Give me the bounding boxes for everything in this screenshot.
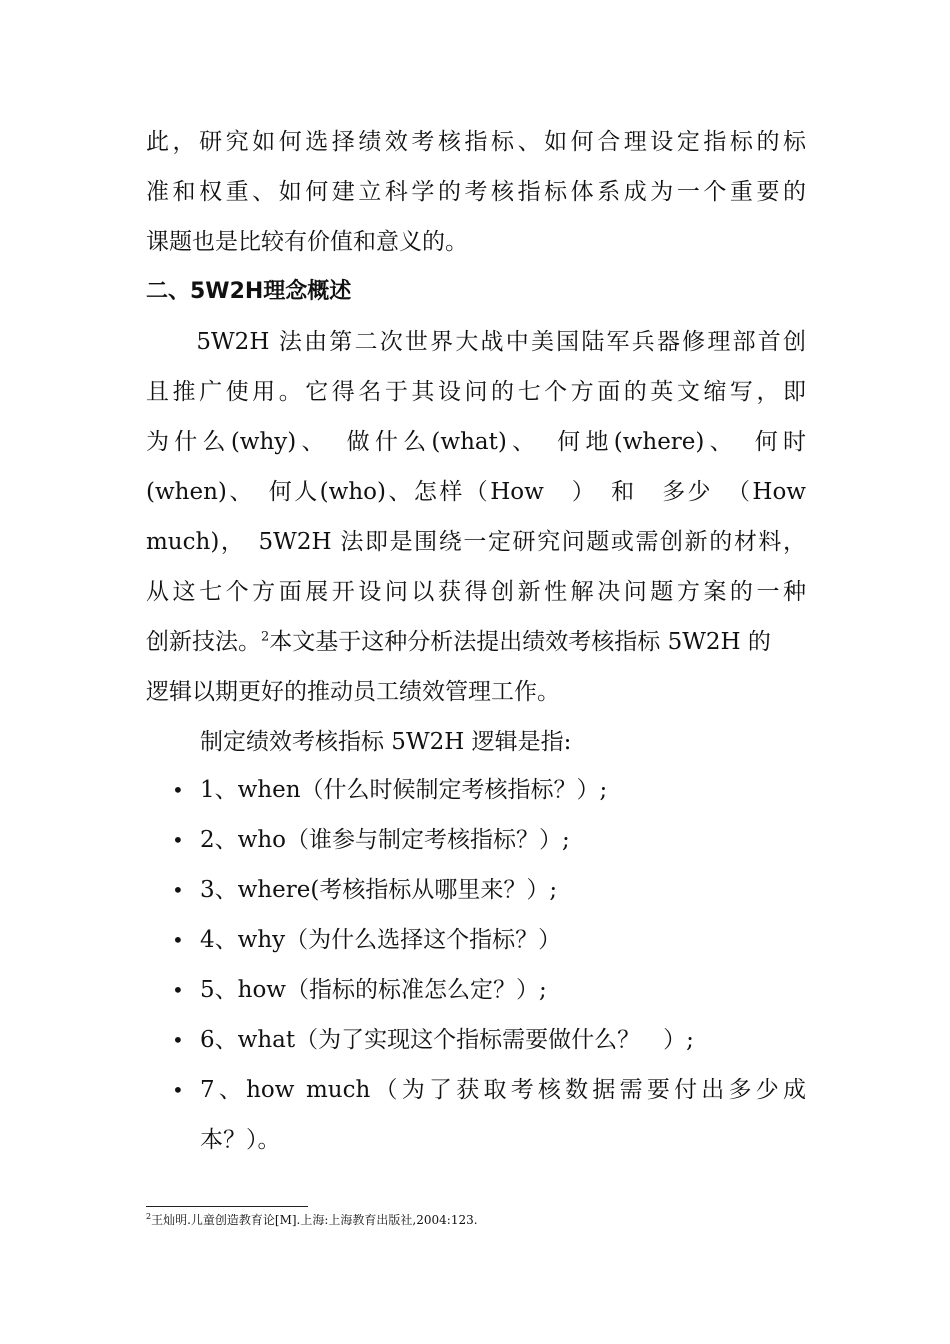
para1-line-4: (when)、 何人(who)、怎样（How ） 和 多少 （How (146, 479, 806, 505)
footnote-text: 王灿明.儿童创造教育论[M].上海:上海教育出版社,2004:123. (151, 1213, 478, 1227)
list-item: 2、who（谁参与制定考核指标？）; (200, 827, 570, 853)
para1-line-1: 5W2H 法由第二次世界大战中美国陆军兵器修理部首创 (146, 329, 806, 355)
bullet-icon: • (172, 828, 184, 852)
para1-line-2: 且推广使用。它得名于其设问的七个方面的英文缩写，即 (146, 379, 806, 405)
para1-line-5: much)， 5W2H 法即是围绕一定研究问题或需创新的材料， (146, 529, 806, 555)
para2-intro: 制定绩效考核指标 5W2H 逻辑是指: (200, 729, 572, 755)
list-item: 1、when（什么时候制定考核指标？）; (200, 777, 608, 803)
para1-line-7-end: 本文基于这种分析法提出绩效考核指标 5W2H 的 (269, 629, 771, 655)
bullet-icon: • (172, 1028, 184, 1052)
list-item: 4、why（为什么选择这个指标？） (200, 927, 562, 953)
intro-line-3: 课题也是比较有价值和意义的。 (146, 229, 468, 255)
footnote-divider (146, 1206, 308, 1207)
para1-line-7 (146, 627, 806, 657)
section-heading: 二、5W2H理念概述 (146, 279, 352, 304)
list-item: 6、what（为了实现这个指标需要做什么？ ）; (200, 1027, 694, 1053)
para1-line-8: 逻辑以期更好的推动员工绩效管理工作。 (146, 679, 560, 705)
list-item: 3、where(考核指标从哪里来？）; (200, 877, 558, 903)
para1-line-6: 从这七个方面展开设问以获得创新性解决问题方案的一种 (146, 579, 806, 605)
list-item: 7、how much（为了获取考核数据需要付出多少成 (200, 1077, 806, 1103)
bullet-icon: • (172, 778, 184, 802)
intro-line-2: 准和权重、如何建立科学的考核指标体系成为一个重要的 (146, 179, 806, 205)
bullet-icon: • (172, 1078, 184, 1102)
para1-line-3: 为什么(why)、 做什么(what)、 何地(where)、 何时 (146, 429, 806, 455)
para1-line-7-start: 创新技法。 (146, 629, 261, 655)
bullet-icon: • (172, 978, 184, 1002)
list-item-continuation: 本？）。 (200, 1127, 281, 1153)
list-item: 5、how（指标的标准怎么定？）; (200, 977, 547, 1003)
bullet-icon: • (172, 928, 184, 952)
footnote-reference[interactable]: 2 (261, 629, 270, 645)
footnote (146, 1212, 478, 1228)
footnote-number: 2 (146, 1212, 152, 1221)
intro-line-1: 此，研究如何选择绩效考核指标、如何合理设定指标的标 (146, 129, 806, 155)
bullet-icon: • (172, 878, 184, 902)
